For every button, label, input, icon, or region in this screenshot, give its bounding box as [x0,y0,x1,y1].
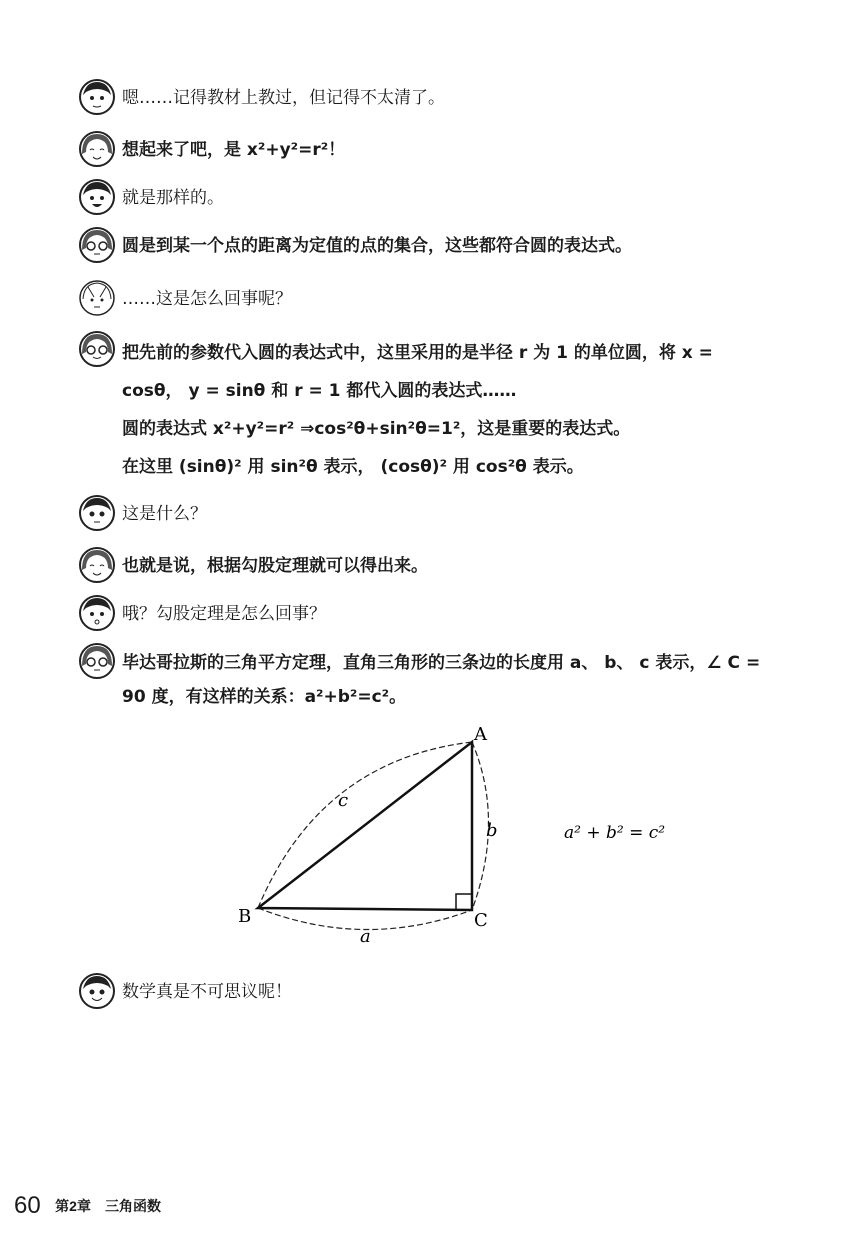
formula-label: a² + b² = c² [564,823,666,843]
dialogue-text: 哦？勾股定理是怎么回事？ [122,604,326,624]
triangle-shape [258,742,472,910]
dialogue-text: 圆是到某一个点的距离为定值的点的集合，这些都符合圆的表达式。 [122,236,632,256]
avatar-girl-dark-hair [78,178,116,216]
vertex-a-label: A [474,724,487,745]
explanation-line: 毕达哥拉斯的三角平方定理，直角三角形的三条边的长度用 a、 b、 c 表示，∠ C = [122,653,761,673]
dialogue-text: 这是什么？ [122,504,207,524]
dialogue-text: 嗯……记得教材上教过，但记得不太清了。 [122,88,445,108]
dialogue-text: 也就是说，根据勾股定理就可以得出来。 [122,556,428,576]
avatar-girl-long-hair [78,130,116,168]
vertex-c-label: C [474,910,488,931]
avatar-girl-dark-hair [78,972,116,1010]
avatar-girl-glasses [78,226,116,264]
avatar-girl-glasses [78,330,116,368]
dialogue-text: 就是那样的。 [122,188,224,208]
pythagorean-triangle-figure [230,720,690,950]
page-footer [14,1192,161,1220]
avatar-girl-glasses [78,642,116,680]
explanation-line: 在这里 (sinθ)² 用 sin²θ 表示， (cosθ)² 用 cos²θ 表示。 [122,457,584,477]
explanation-line: 90 度，有这样的关系：a²+b²=c²。 [122,687,407,707]
right-angle-mark [456,894,472,910]
side-b-label: b [486,820,498,841]
avatar-girl-dark-hair [78,78,116,116]
explanation-block [122,646,822,714]
explanation-line: cosθ， y = sinθ 和 r = 1 都代入圆的表达式…… [122,381,517,401]
avatar-girl-dark-hair [78,494,116,532]
avatar-girl-light-hair [78,279,116,317]
explanation-block [122,334,822,486]
dialogue-text: 想起来了吧，是 x²+y²=r²！ [122,140,346,160]
chapter-title: 第2章 三角函数 [55,1198,161,1214]
page-number: 60 [14,1192,41,1219]
avatar-girl-long-hair [78,546,116,584]
side-a-label: a [360,926,371,947]
avatar-girl-dark-hair [78,594,116,632]
vertex-b-label: B [238,906,252,927]
dialogue-text: 数学真是不可思议呢！ [122,982,292,1002]
explanation-line: 圆的表达式 x²+y²=r² ⇒cos²θ+sin²θ=1²，这是重要的表达式。 [122,419,631,439]
dialogue-text: ……这是怎么回事呢？ [122,289,292,309]
explanation-line: 把先前的参数代入圆的表达式中，这里采用的是半径 r 为 1 的单位圆，将 x = [122,343,713,363]
side-c-label: c [338,790,349,811]
